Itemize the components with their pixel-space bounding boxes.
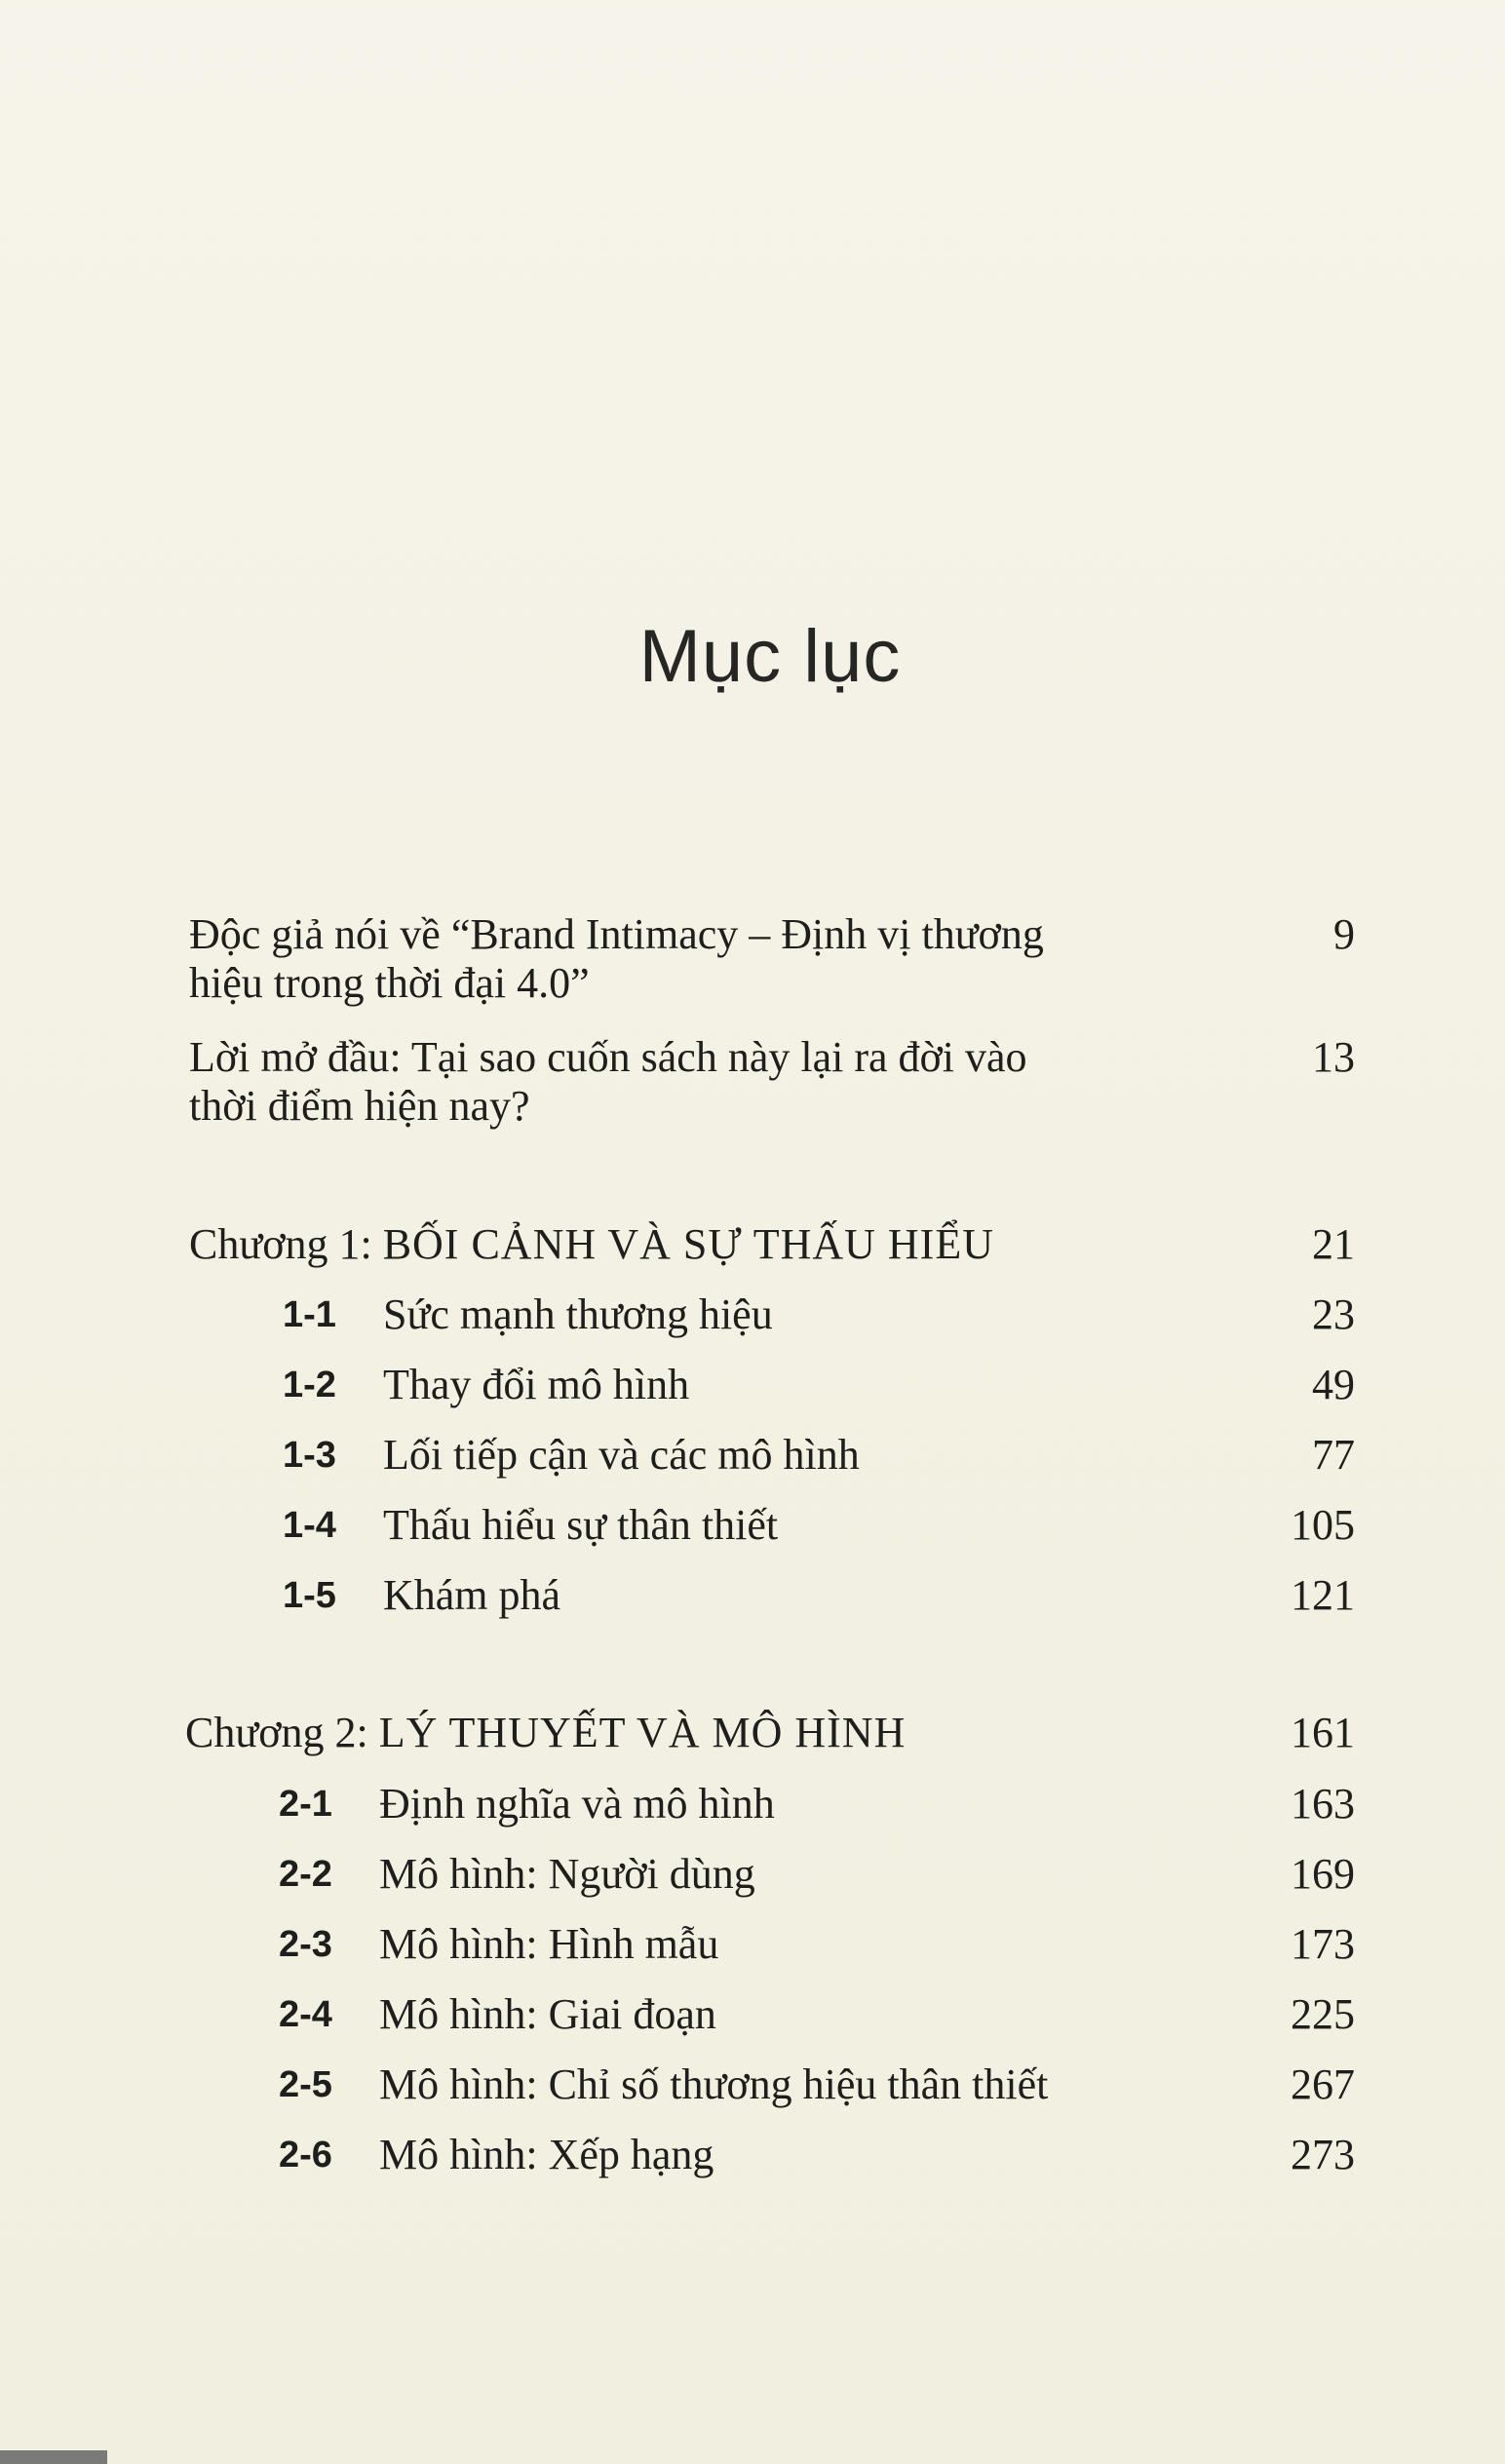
page-number: 173 [1291, 1920, 1355, 1968]
toc-section [189, 1290, 1355, 1349]
toc-section [189, 1431, 1355, 1489]
entry-title-line2: thời điểm hiện nay? [189, 1082, 530, 1130]
toc-entry-preface [189, 1033, 1355, 1130]
toc-section [185, 2131, 1355, 2189]
page-number: 225 [1291, 1990, 1355, 2038]
page-number: 49 [1312, 1361, 1355, 1408]
page-number: 121 [1291, 1571, 1355, 1619]
section-title: Sức mạnh thương hiệu [383, 1290, 773, 1338]
section-number: 1-1 [283, 1294, 336, 1335]
chapter-name: BỐI CẢNH VÀ SỰ THẤU HIỂU [382, 1220, 994, 1268]
page-number: 9 [1333, 910, 1355, 958]
entry-title-line1: Độc giả nói về “Brand Intimacy – Định vị thương [189, 910, 1044, 958]
section-number: 2-4 [279, 1994, 332, 2035]
toc-section [185, 1850, 1355, 1908]
toc-chapter-1 [189, 1220, 1355, 1279]
section-title: Thấu hiểu sự thân thiết [383, 1501, 779, 1549]
chapter-name: LÝ THUYẾT VÀ MÔ HÌNH [378, 1709, 907, 1756]
page-number: 105 [1291, 1501, 1355, 1549]
section-title: Mô hình: Người dùng [379, 1850, 755, 1898]
toc-section [185, 1920, 1355, 1979]
section-number: 1-2 [283, 1365, 336, 1405]
section-number: 2-3 [279, 1924, 332, 1965]
page-title: Mục lục [638, 615, 902, 698]
section-number: 2-6 [279, 2135, 332, 2175]
section-title: Mô hình: Giai đoạn [379, 1990, 716, 2038]
section-title: Mô hình: Hình mẫu [379, 1920, 719, 1968]
page-number: 77 [1312, 1431, 1355, 1479]
chapter-prefix: Chương 1: [189, 1220, 372, 1268]
entry-title-line2: hiệu trong thời đại 4.0” [189, 959, 590, 1007]
toc-section [185, 1780, 1355, 1838]
section-title: Thay đổi mô hình [383, 1361, 690, 1408]
toc-section [185, 2060, 1355, 2119]
section-title: Mô hình: Xếp hạng [379, 2131, 714, 2178]
toc-chapter-2 [185, 1709, 1355, 1767]
section-title: Định nghĩa và mô hình [379, 1780, 775, 1828]
section-title: Lối tiếp cận và các mô hình [383, 1431, 860, 1479]
section-number: 1-4 [283, 1505, 336, 1546]
section-number: 2-5 [279, 2064, 332, 2105]
page-number: 23 [1312, 1290, 1355, 1338]
page-number: 273 [1291, 2131, 1355, 2178]
section-number: 1-5 [283, 1575, 336, 1616]
entry-title-line1: Lời mở đầu: Tại sao cuốn sách này lại ra đời vào [189, 1033, 1027, 1081]
chapter-prefix: Chương 2: [185, 1709, 368, 1756]
section-number: 1-3 [283, 1435, 336, 1476]
toc-section [185, 1990, 1355, 2049]
page-number: 169 [1291, 1850, 1355, 1898]
toc-section [189, 1361, 1355, 1419]
toc-section [189, 1501, 1355, 1559]
page-number: 21 [1312, 1220, 1355, 1268]
page-number: 267 [1291, 2060, 1355, 2108]
toc-section [189, 1571, 1355, 1630]
section-title: Mô hình: Chỉ số thương hiệu thân thiết [379, 2060, 1049, 2108]
section-number: 2-1 [279, 1784, 332, 1825]
section-title: Khám phá [383, 1571, 561, 1619]
page-number: 161 [1291, 1709, 1355, 1756]
page-number: 13 [1312, 1033, 1355, 1081]
page-edge-shadow [0, 2450, 107, 2464]
page-number: 163 [1291, 1780, 1355, 1828]
toc-entry-readers [189, 910, 1355, 1007]
section-number: 2-2 [279, 1854, 332, 1895]
